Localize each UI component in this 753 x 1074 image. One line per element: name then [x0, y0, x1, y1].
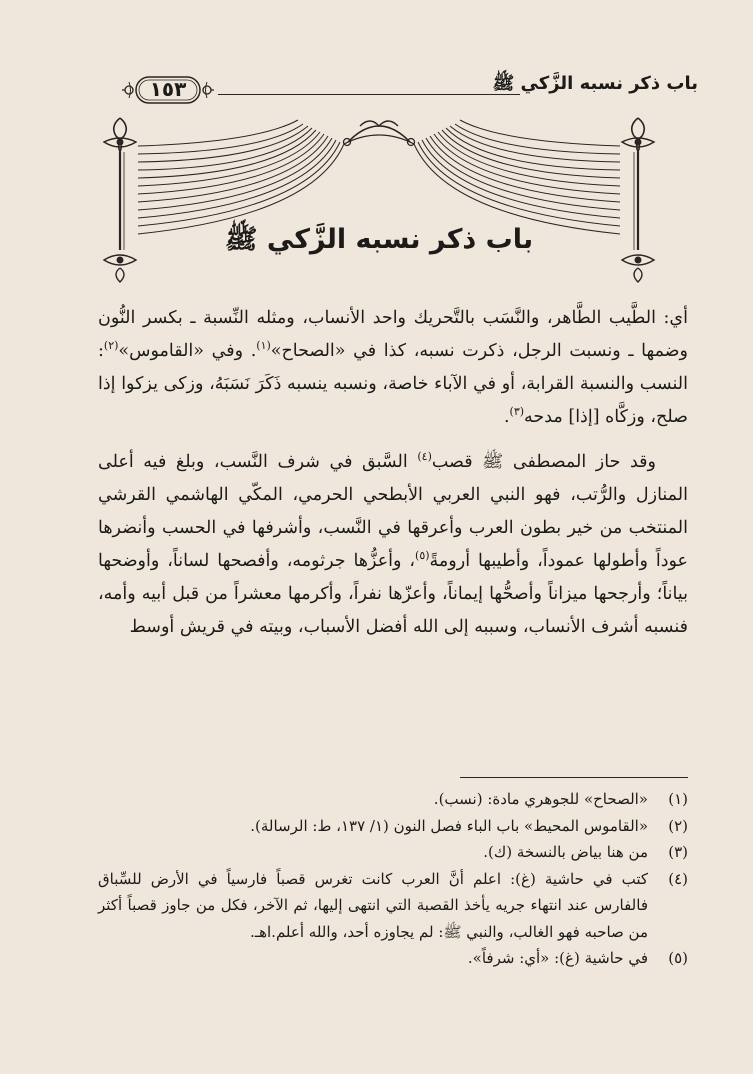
footnote-text: «الصحاح» للجوهري مادة: (نسب).	[433, 790, 648, 808]
footnote-number: (٤)	[668, 869, 688, 888]
footnote-ref-4[interactable]: (٤)	[417, 450, 432, 464]
footnote-number: (٢)	[668, 816, 688, 835]
running-header	[98, 70, 698, 110]
footnote-separator	[460, 777, 688, 778]
right-drapery-icon	[414, 120, 620, 234]
main-text	[98, 302, 688, 644]
left-drapery-icon	[138, 120, 344, 234]
header-rule	[218, 94, 520, 95]
footnotes	[98, 786, 688, 972]
paragraph-2: وقد حاز المصطفى ﷺ قصب$^{(٤)}$ السَّبق في شرف النَّسب، وبلغ فيه أعلى المنازل والرُّتب، فهو النبي العربي الأبطحي الحرمي، المكّي الهاشمي القرشي المنتخب من خير بطون العرب وأعرقها في النَّسب، وأشرفها في الحسب وأنضرها عوداً وأطولها عموداً، وأطيبها أرومةً$^{(٥)}$، وأعزُّها جرثومه، وأفصحها لساناً، وأوضحها بياناً؛ وأرجحها ميزاناً وأصحُّها إيماناً، وأعزّها نفراً، وأكرمها معشراً من قبل أبيه وأمه، فنسبه أشرف الأنساب، وسببه إلى الله أفضل الأسباب، وبيته في قريش أوسط	[98, 450, 688, 637]
footnote-3	[98, 839, 688, 866]
footnote-1	[98, 786, 688, 813]
footnote-text: كتب في حاشية (غ): اعلم أنَّ العرب كانت تغرس قصباً فارسياً في الأرض للسِّباق فالفارس عند انتهاء جريه يأخذ القصبة التي انتهى إليها، ثم الآخر، فكل من جاوز قصباً أكثر من صاحبه فهو الغالب، والنبي ﷺ: لم يجاوزه أحد، والله أعلم.اهـ.	[98, 869, 648, 941]
footnote-number: (١)	[668, 790, 688, 808]
footnote-2	[98, 813, 688, 840]
footnote-ref-5[interactable]: (٥)	[415, 549, 430, 563]
chapter-title: باب ذكر نسبه الزَّكي ﷺ	[224, 224, 534, 255]
footnote-ref-2[interactable]: (٢)	[103, 339, 119, 353]
footnote-ref-3[interactable]: (٣)	[509, 405, 525, 419]
paragraph-1: أي: الطَّيب الطَّاهر، والنَّسَب بالتَّحريك واحد الأنساب، ومثله النِّسبة ـ بكسر النُّون وضمها ـ ونسبت الرجل، ذكرت نسبه، كذا في «الصحاح»$^{(١)}$. وفي «القاموس»$^{(٢)}$: النسب والنسبة القرابة، أو في الآباء خاصة، ونسبه ينسبه ذَكَرَ نَسَبَهُ، وزكى يزكوا إذا صلح، وزكَّاه [إذا] مدحه$^{(٣)}$.	[98, 308, 688, 427]
footnote-5	[98, 945, 688, 972]
running-title: باب ذكر نسبه الزَّكي ﷺ	[492, 73, 698, 94]
footnote-number: (٣)	[668, 843, 688, 861]
page-number-frame	[120, 74, 216, 106]
page-number: ١٥٣	[149, 77, 187, 101]
footnote-4	[98, 866, 688, 946]
footnote-text: في حاشية (غ): «أي: شرفاً».	[467, 949, 648, 967]
footnote-ref-1[interactable]: (١)	[256, 339, 271, 353]
footnote-text: «القاموس المحيط» باب الباء فصل النون (١/ ١٣٧، ط: الرسالة).	[250, 816, 648, 835]
footnote-text: من هنا بياض بالنسخة (ك).	[483, 843, 648, 861]
footnote-number: (٥)	[668, 949, 688, 967]
